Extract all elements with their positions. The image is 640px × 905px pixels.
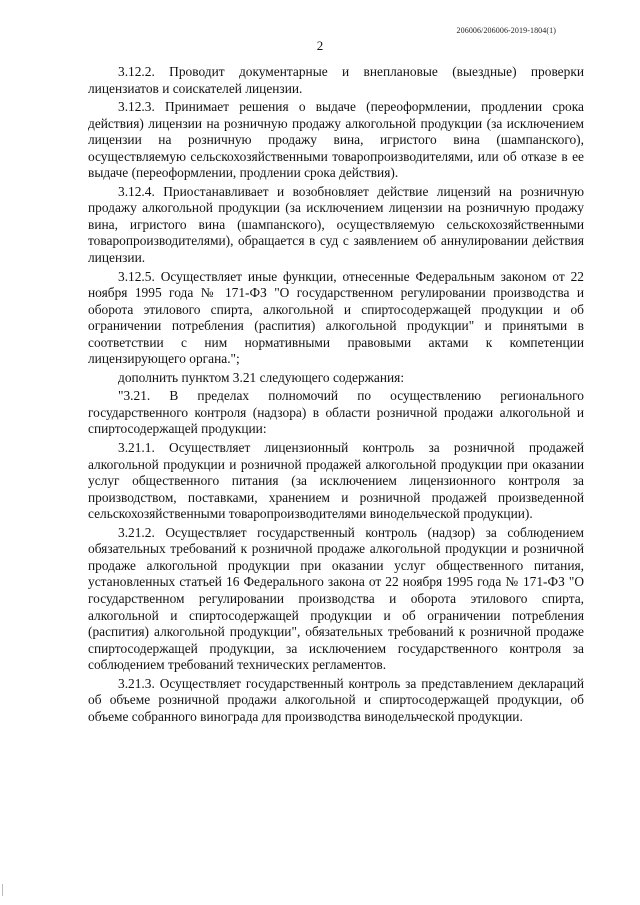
paragraph-3-21-1: 3.21.1. Осуществляет лицензионный контроль за розничной продажей алкогольной продукции и розничной продажей алкогольной продукции при оказании услуг общественного питания (за исключением лицензионного контроля за производством, поставками, хранением и розничной продажей произведенной сельскохозяйственными товаропроизводителями винодельческой продукции).	[88, 440, 584, 522]
paragraph-3-21-2: 3.21.2. Осуществляет государственный контроль (надзор) за соблюдением обязательных требований к розничной продаже алкогольной продукции и розничной продаже алкогольной продукции при оказании услуг общественного питания, установленных статьей 16 Федерального закона от 22 ноября 1995 года № 171-ФЗ "О государственном регулировании производства и оборота этилового спирта, алкогольной и спиртосодержащей продукции и об ограничении потребления (распития) алкогольной продукции", обязательных требований к розничной продаже спиртосодержащей продукции, за исключением государственного контроля за соблюдением требований технических регламентов.	[88, 524, 584, 673]
paragraph-3-12-3: 3.12.3. Принимает решения о выдаче (переоформлении, продлении срока действия) лицензии на розничную продажу алкогольной продукции (за исключением лицензии на розничную продажу вина, игристого вина (шампанского), осуществляемую сельскохозяйственными товаропроизводителями, или об отказе в ее выдаче (переоформлении, продлении срока действия).	[88, 99, 584, 181]
paragraph-3-21-3: 3.21.3. Осуществляет государственный контроль за представлением деклараций об объеме розничной продажи алкогольной и спиртосодержащей продукции, об объеме собранного винограда для производства винодельческой продукции.	[88, 675, 584, 724]
scan-edge-mark	[2, 884, 3, 896]
paragraph-3-12-5: 3.12.5. Осуществляет иные функции, отнесенные Федеральным законом от 22 ноября 1995 года № 171-ФЗ "О государственном регулировании производства и оборота этилового спирта, алкогольной и спиртосодержащей продукции и об ограничении потребления (распития) алкогольной продукции" и принятыми в соответствии с ним нормативными правовыми актами к компетенции лицензирующего органа.";	[88, 268, 584, 367]
document-id: 206006/206006-2019-1804(1)	[456, 26, 556, 35]
paragraph-3-12-4: 3.12.4. Приостанавливает и возобновляет действие лицензий на розничную продажу алкогольной продукции (за исключением лицензии на розничную продажу вина, игристого вина (шампанского), осуществляемую сельскохозяйственными товаропроизводителями), обращается в суд с заявлением об аннулировании действия лицензии.	[88, 183, 584, 266]
paragraph-3-12-2: 3.12.2. Проводит документарные и внеплановые (выездные) проверки лицензиатов и соискателей лицензии.	[88, 64, 584, 96]
paragraph-3-21: "3.21. В пределах полномочий по осуществлению регионального государственного контроля (надзора) в области розничной продажи алкогольной и спиртосодержащей продукции:	[88, 388, 584, 437]
page-number: 2	[316, 38, 324, 53]
amendment-intro: дополнить пунктом 3.21 следующего содержания:	[118, 369, 405, 385]
document-body	[88, 64, 584, 727]
